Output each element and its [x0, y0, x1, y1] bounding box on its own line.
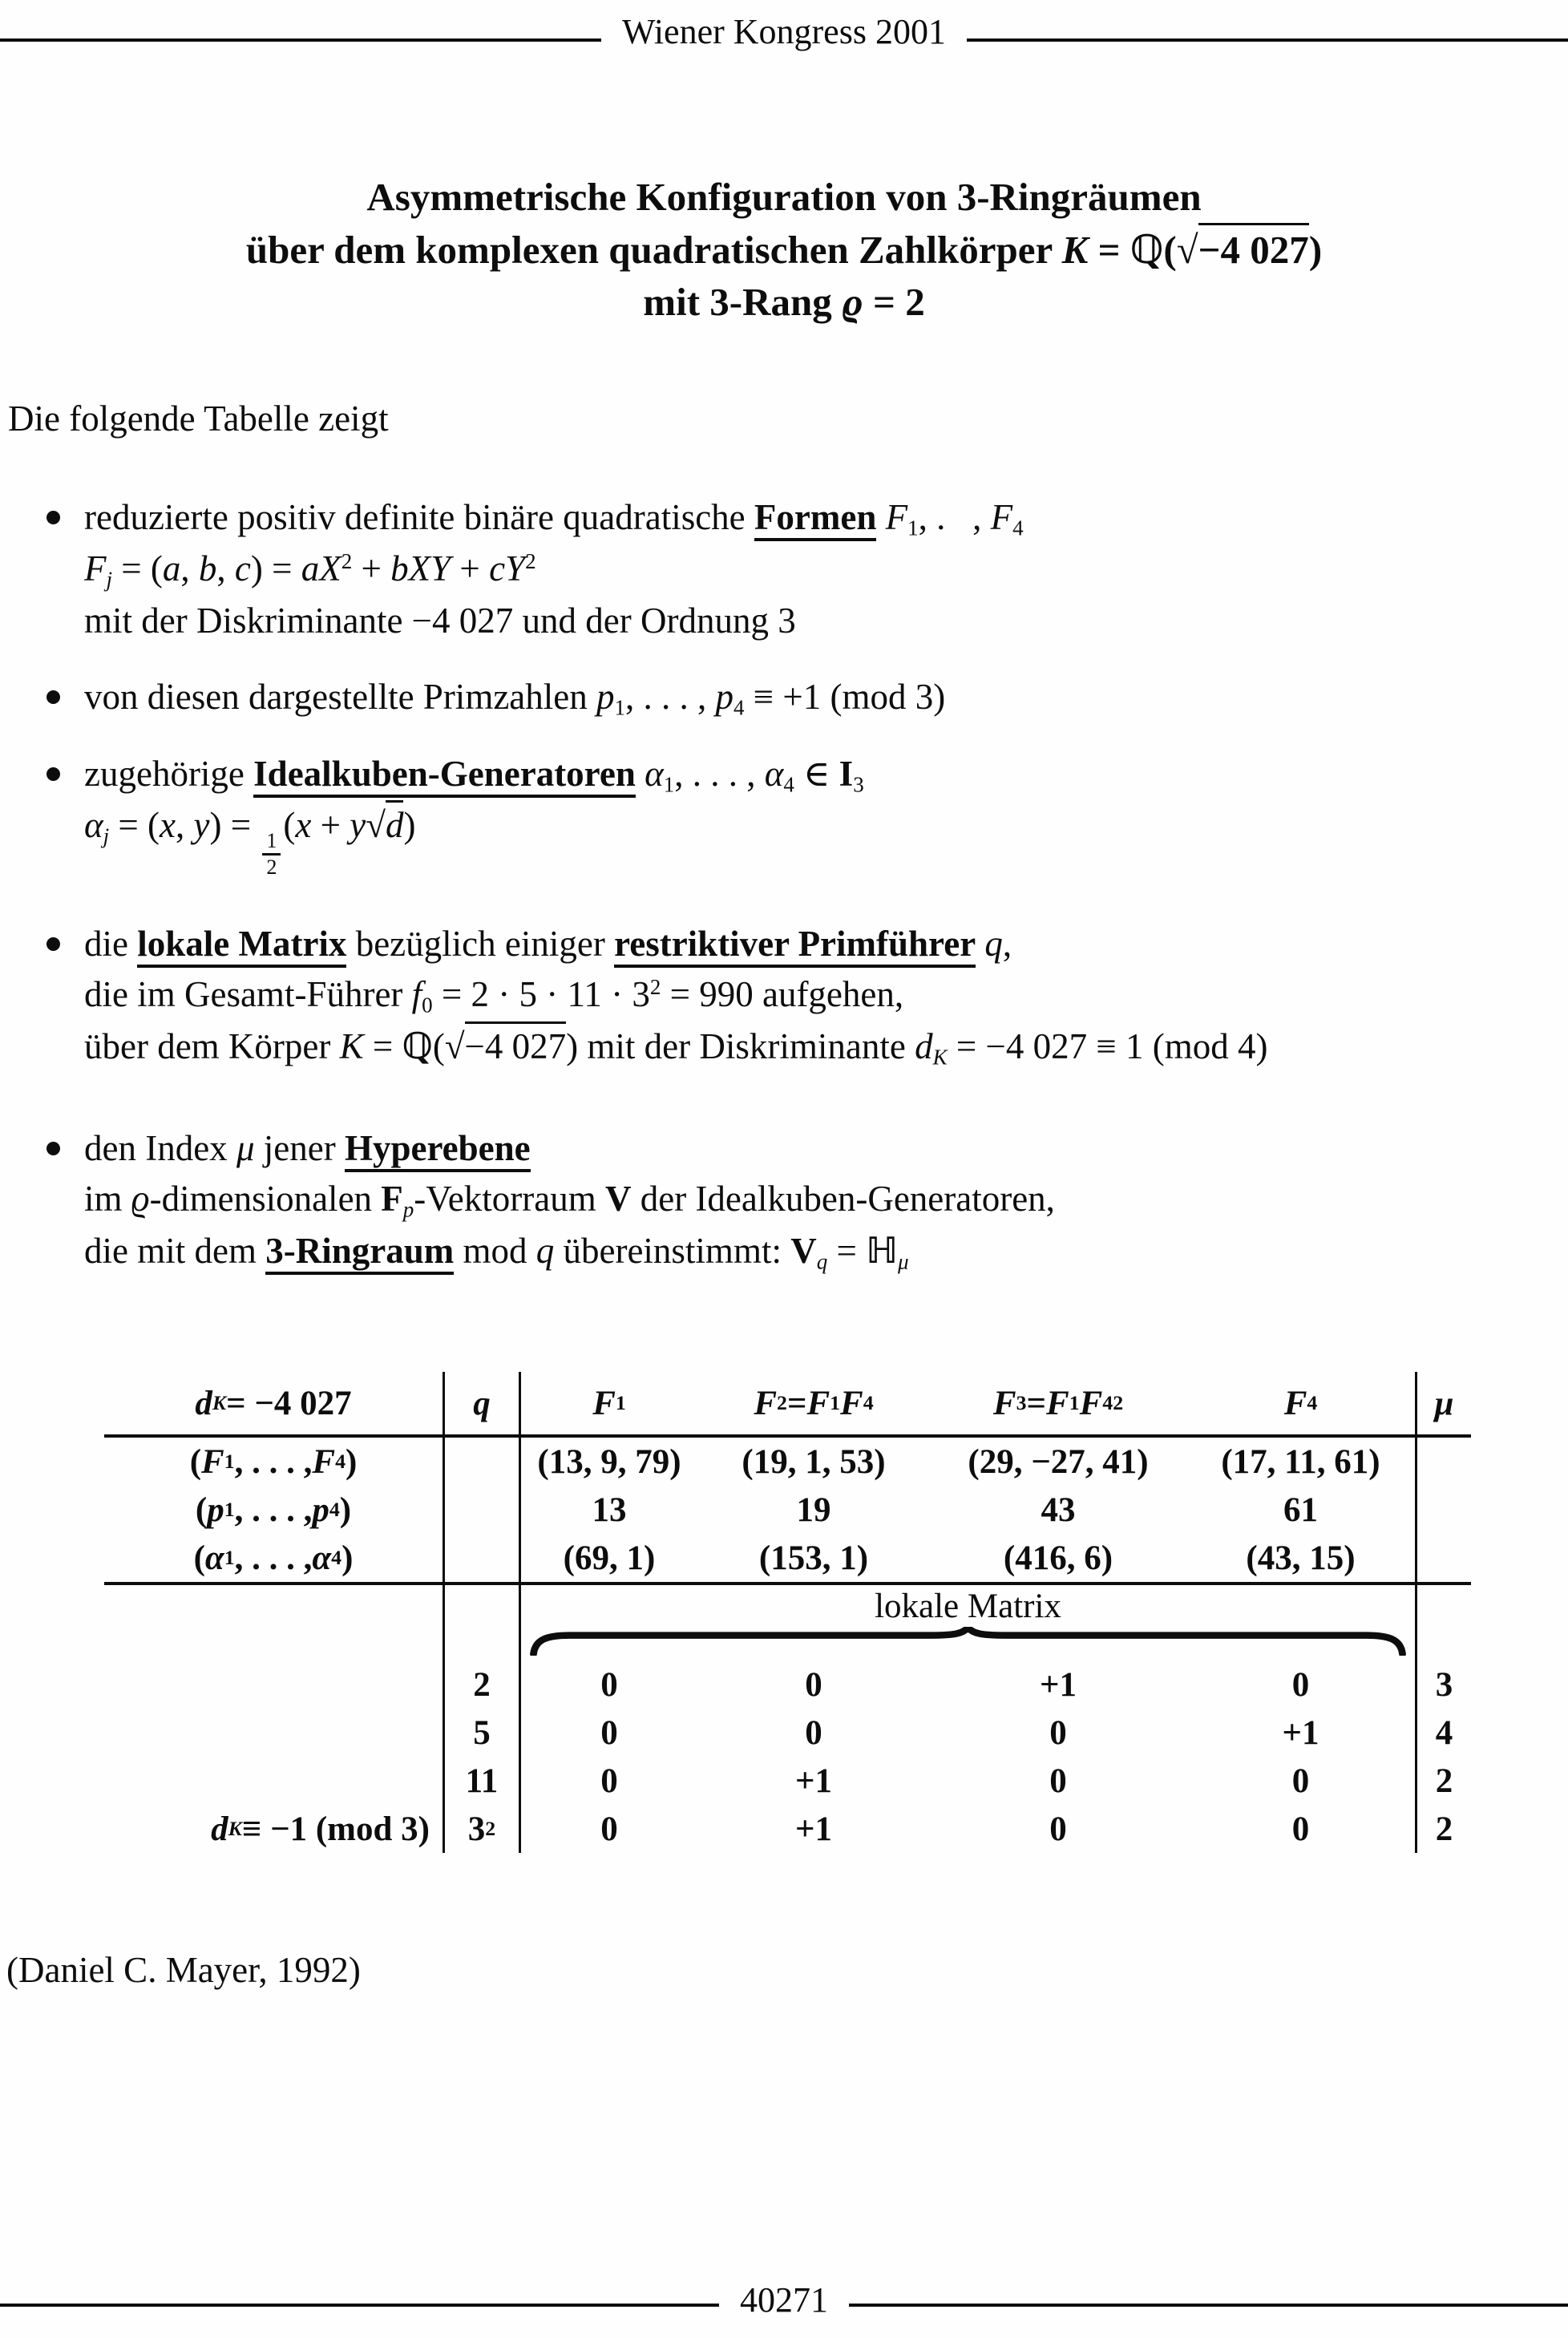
page-header — [0, 0, 1568, 52]
bullet-item-primes — [0, 672, 1568, 723]
table-cell-empty — [1415, 1627, 1471, 1660]
table-cell: (17, 11, 61) — [1221, 1442, 1380, 1481]
bullet-item-hyperplane — [0, 1123, 1568, 1278]
table-cell-q: 2 — [445, 1660, 521, 1709]
table-cell: 19 — [796, 1491, 831, 1529]
table-cell: 0 — [1291, 1665, 1310, 1704]
table-header-q: q — [445, 1372, 521, 1434]
table-cell-empty — [104, 1627, 445, 1660]
table-cell: 0 — [1049, 1713, 1067, 1752]
bullet-line: die im Gesamt-Führer $f0 = 2 \cdot 5 \cdot 11 \cdot 3^2 = 990$ aufgehen, — [84, 973, 904, 1017]
bullet-line: mit der Diskriminante −4 027 und der Ordnung 3 — [84, 600, 796, 641]
table-cell: 0 — [600, 1713, 618, 1752]
table-cell-empty — [445, 1438, 521, 1486]
title-line-3: mit 3-Rang ϱ = 2 — [643, 280, 925, 325]
title-line-2: über dem komplexen quadratischen Zahlkörper K = ℚ(√−4 027) — [0, 224, 1568, 277]
bullet-line: im ϱ-dimensionalen Fp-Vektorraum V der Idealkuben-Generatoren, — [84, 1178, 1055, 1222]
table-cell-mu: 4 — [1415, 1709, 1471, 1757]
bullet-icon — [46, 690, 60, 704]
table-cell-empty — [104, 1709, 445, 1757]
header-rule-left — [0, 38, 601, 42]
bullet-line: zugehörige Idealkuben-Generatoren α1, . . . , α4 ∈ I3 — [84, 754, 864, 797]
table-cell-empty — [445, 1534, 521, 1582]
table-row-label-forms: ( F 1 , . . . , F 4 ) — [104, 1438, 445, 1486]
table-cell-empty — [445, 1627, 521, 1660]
bullet-line: die lokale Matrix bezüglich einiger restriktiver Primführer q, — [84, 919, 1267, 969]
table-cell-empty — [104, 1660, 445, 1709]
table-cell-empty — [1415, 1438, 1471, 1486]
table-cell: 0 — [1049, 1762, 1067, 1800]
table-cell-empty — [445, 1486, 521, 1534]
table-row-label-primes: ( p 1 , . . . , p 4 ) — [104, 1486, 445, 1534]
table-header-dk: d K = −4 027 — [104, 1372, 445, 1434]
table-cell: 0 — [1049, 1810, 1067, 1848]
table-cell: 0 — [805, 1665, 822, 1704]
table-cell: 43 — [1041, 1491, 1076, 1529]
table-cell: 0 — [1291, 1810, 1310, 1848]
table-row-label-dk-mod3: d K ≡ −1 (mod 3) — [104, 1805, 445, 1853]
table-cell: 0 — [805, 1713, 822, 1752]
table-cell-empty — [1415, 1486, 1471, 1534]
bullet-line: reduzierte positiv definite binäre quadratische Formen F1, . , F4 — [84, 496, 1024, 540]
table-cell: (19, 1, 53) — [742, 1442, 886, 1481]
table-cell: 0 — [600, 1810, 618, 1848]
local-matrix-label: lokale Matrix — [875, 1587, 1061, 1625]
table-header-f4: F 4 — [1283, 1384, 1318, 1422]
table-cell: 13 — [592, 1491, 627, 1529]
bullet-icon — [46, 1142, 60, 1155]
bullet-line: die mit dem 3-Ringraum mod q übereinstimmt: Vq = ℍμ — [84, 1228, 909, 1274]
table-header-f2: F 2 = F 1 F 4 — [754, 1384, 874, 1422]
page-footer — [0, 2279, 1568, 2320]
bullet-item-forms — [0, 492, 1568, 646]
table-cell-empty — [445, 1585, 521, 1627]
bullet-icon — [46, 767, 60, 781]
table-cell: 0 — [600, 1762, 618, 1800]
title-line-1: Asymmetrische Konfiguration von 3-Ringräumen — [366, 175, 1202, 219]
table-cell-mu: 3 — [1415, 1660, 1471, 1709]
table-cell: +1 — [1039, 1665, 1077, 1704]
author-line: (Daniel C. Mayer, 1992) — [6, 1950, 361, 1991]
table-cell-mu: 2 — [1415, 1805, 1471, 1853]
bullet-line: αj = (x, y) = $\frac{1}{2}$ (x + y√d) — [84, 800, 864, 878]
table-header-f3: F 3 = F 1 F 4 2 — [992, 1384, 1124, 1422]
bullet-icon — [46, 511, 60, 524]
table-cell: 61 — [1283, 1491, 1318, 1529]
table-header-f1: F 1 — [592, 1384, 626, 1422]
table-cell-q: 11 — [445, 1757, 521, 1805]
footer-rule-left — [0, 2304, 719, 2307]
table-cell: +1 — [794, 1810, 832, 1848]
table-cell-q: 5 — [445, 1709, 521, 1757]
table-header-mu: μ — [1415, 1372, 1471, 1434]
bullet-icon — [46, 937, 60, 951]
table-cell: (43, 15) — [1246, 1539, 1356, 1577]
footer-rule-right — [849, 2304, 1568, 2307]
bullet-line: den Index μ jener Hyperebene — [84, 1123, 1055, 1174]
table-row-label-alphas: ( α 1 , . . . , α 4 ) — [104, 1534, 445, 1582]
table-cell-empty — [104, 1757, 445, 1805]
table-cell: +1 — [1282, 1713, 1319, 1752]
header-title: Wiener Kongress 2001 — [622, 12, 946, 51]
table-cell: 0 — [600, 1665, 618, 1704]
table-cell-mu: 2 — [1415, 1757, 1471, 1805]
bullet-line: von diesen dargestellte Primzahlen p1, . . . , p4 ≡ +1 (mod 3) — [84, 676, 946, 720]
table-cell: (153, 1) — [758, 1539, 869, 1577]
table-cell-empty — [1415, 1585, 1471, 1627]
document-title — [0, 171, 1568, 329]
bullet-line: Fj = (a, b, $c) = aX^2$ + bXY + $cY^2$ — [84, 548, 536, 592]
table-cell-empty — [1415, 1534, 1471, 1582]
header-rule-right — [967, 38, 1568, 42]
page-number: 40271 — [740, 2280, 828, 2320]
bullet-item-local-matrix — [0, 919, 1568, 1074]
bullet-list — [0, 492, 1568, 1277]
table-cell: (29, −27, 41) — [968, 1442, 1149, 1481]
table-cell: (416, 6) — [1003, 1539, 1113, 1577]
bullet-item-generators — [0, 749, 1568, 879]
table-cell-q: 3 2 — [445, 1805, 521, 1853]
table-cell: (13, 9, 79) — [537, 1442, 681, 1481]
lead-text: Die folgende Tabelle zeigt — [8, 398, 389, 439]
table-cell-empty — [104, 1585, 445, 1627]
table-cell: (69, 1) — [563, 1539, 656, 1577]
table-cell: +1 — [794, 1762, 832, 1800]
data-table — [104, 1372, 1568, 1853]
bullet-line: über dem Körper K = ℚ(√−4 027) mit der Diskriminante dK = −4 027 ≡ 1 (mod 4) — [84, 1021, 1267, 1073]
table-cell: 0 — [1291, 1762, 1310, 1800]
overbrace-icon — [521, 1627, 1415, 1660]
